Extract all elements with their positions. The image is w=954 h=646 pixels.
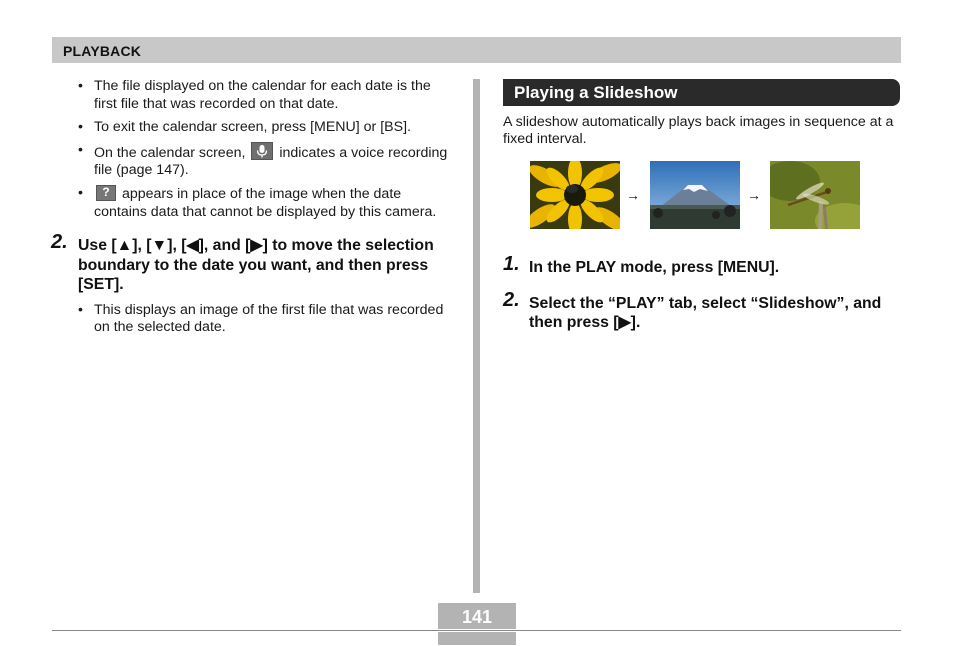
step-2 [503,288,889,333]
bullet-text: On the calendar screen, [94,144,250,161]
bullet-text: To exit the calendar screen, press [MENU] or [BS]. [94,118,411,135]
bullet-item [78,119,450,137]
question-mark-glyph: • ? [102,185,110,199]
page-number-tab [438,632,516,645]
header-bar [52,37,901,63]
dragonfly-photo [770,161,860,229]
microphone-icon [251,142,273,160]
bullet-text: indicates a voice recording file (page 147). [94,144,448,178]
bullet-text: This displays an image of the first file that was recorded on the selected date. [94,301,444,335]
bullet-item [78,142,450,180]
sunflower-photo [530,161,620,229]
bullet-item [78,78,450,113]
column-divider [473,79,480,593]
bullet-text: The file displayed on the calendar for each date is the first file that was recorded on that date. [94,78,431,112]
page-number: 141 [438,603,516,629]
step-number: 2. [51,231,68,253]
intro-text: A slideshow automatically plays back images in sequence at a fixed interval. [503,114,894,147]
left-column [51,78,450,342]
question-mark-icon [96,185,116,201]
page-number-box [438,603,516,645]
mountain-photo [650,161,740,229]
step-text: Use [▲], [▼], [◀], and [▶] to move the selection boundary to the date you want, and then press [SET]. [78,237,434,293]
bullet-item [78,302,450,337]
arrow-icon: → [747,187,761,203]
slideshow-photos [503,161,903,251]
step-2 [51,231,450,295]
arrow-icon: → [626,187,640,203]
step-number: 1. [503,253,520,275]
page-section-title: PLAYBACK [63,43,142,59]
step-1 [503,253,903,278]
section-title: Playing a Slideshow [503,79,900,106]
right-column [503,79,903,333]
step-number: 2. [503,288,520,311]
step-text: Select the “PLAY” tab, select “Slideshow”, and then press [▶]. [529,294,882,331]
bullet-text: appears in place of the image when the date contains data that cannot be displayed by this camera. [94,186,437,220]
bullet-item [78,185,450,221]
step-text: In the PLAY mode, press [MENU]. [529,259,780,276]
